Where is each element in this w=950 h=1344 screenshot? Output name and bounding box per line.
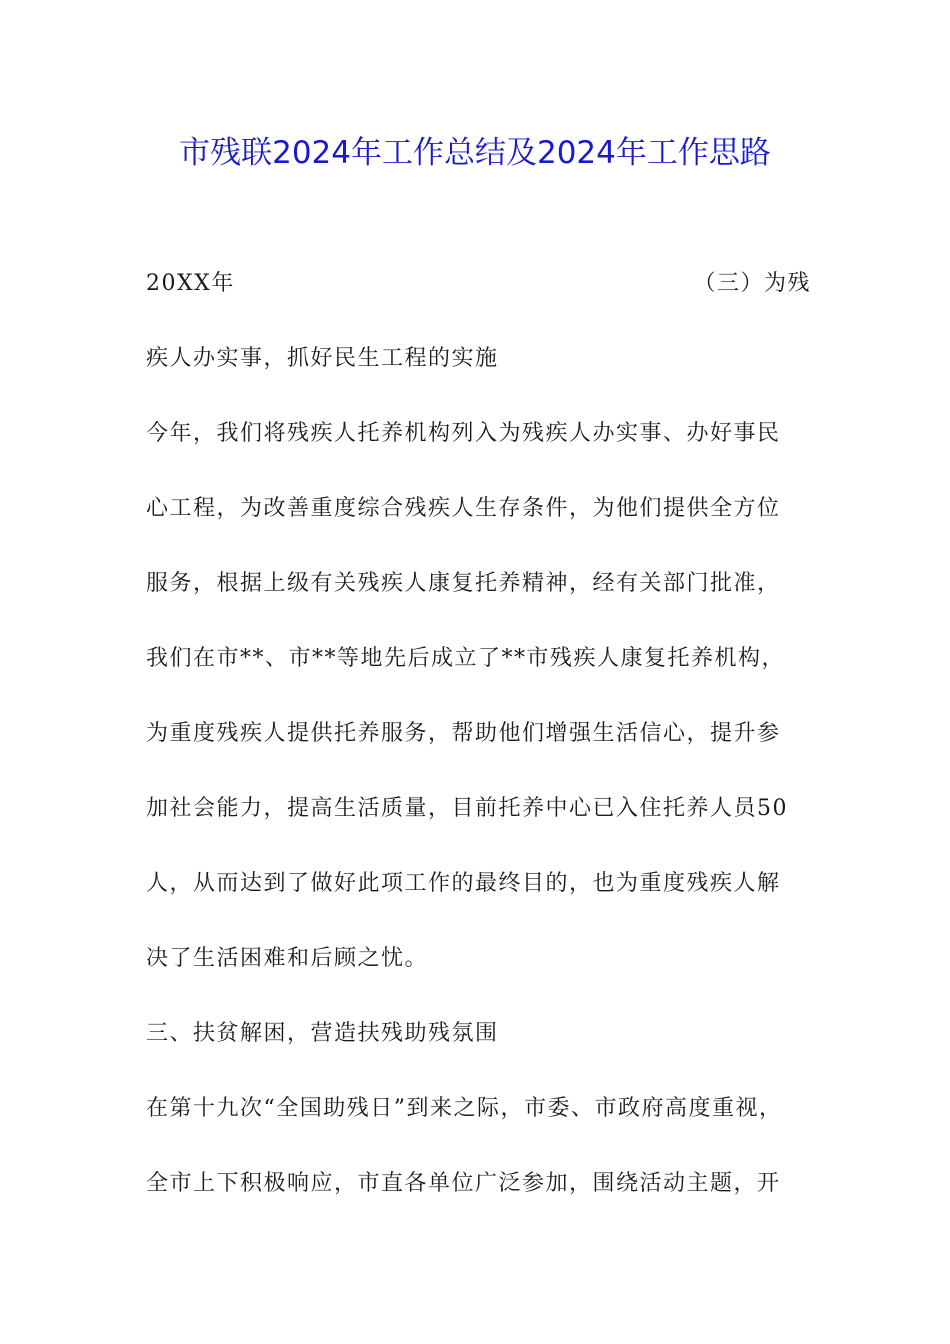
document-title: 市残联2024年工作总结及2024年工作思路 xyxy=(179,135,771,171)
body-line: 加社会能力，提高生活质量，目前托养中心已入住托养人员50 xyxy=(146,796,788,821)
section-heading-start: （三）为残 xyxy=(693,271,811,296)
body-line: 我们在市**、市**等地先后成立了**市残疾人康复托养机构， xyxy=(146,646,786,671)
section-heading: 三、扶贫解困，营造扶残助残氛围 xyxy=(146,1021,499,1046)
body-line: 在第十九次“全国助残日”到来之际，市委、市政府高度重视， xyxy=(146,1096,783,1121)
body-line: 服务，根据上级有关残疾人康复托养精神，经有关部门批准， xyxy=(146,571,781,596)
date-label: 20XX年 xyxy=(146,271,235,296)
body-line: 今年，我们将残疾人托养机构列入为残疾人办实事、办好事民 xyxy=(146,421,781,446)
body-line: 为重度残疾人提供托养服务，帮助他们增强生活信心，提升参 xyxy=(146,721,781,746)
body-line: 决了生活困难和后顾之忧。 xyxy=(146,946,429,971)
body-line: 人，从而达到了做好此项工作的最终目的，也为重度残疾人解 xyxy=(146,871,781,896)
header-row xyxy=(146,269,811,299)
body-line: 全市上下积极响应，市直各单位广泛参加，围绕活动主题，开 xyxy=(146,1171,781,1196)
body-line: 心工程，为改善重度综合残疾人生存条件，为他们提供全方位 xyxy=(146,496,781,521)
body-line: 疾人办实事，抓好民生工程的实施 xyxy=(146,346,499,371)
